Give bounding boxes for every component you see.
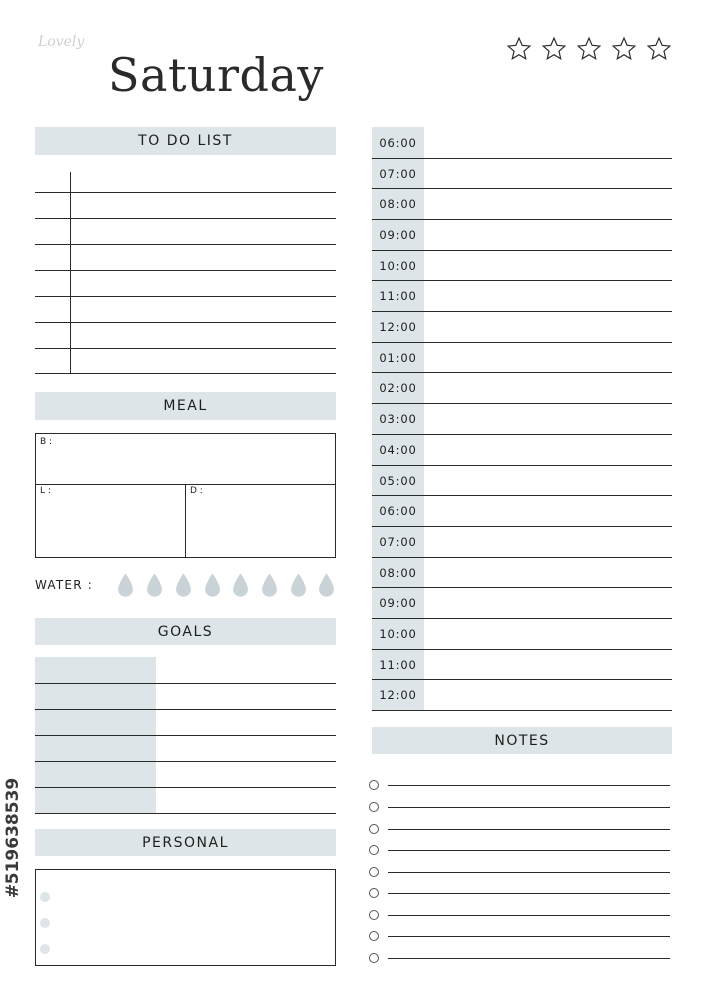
goals-heading: GOALS bbox=[35, 618, 336, 645]
hour-label: 10:00 bbox=[379, 258, 417, 273]
note-bullet[interactable] bbox=[369, 780, 379, 790]
lunch-box[interactable] bbox=[35, 484, 186, 558]
personal-box[interactable] bbox=[35, 869, 336, 966]
schedule-line[interactable] bbox=[372, 403, 672, 404]
todo-line[interactable] bbox=[35, 322, 336, 323]
hour-label: 11:00 bbox=[379, 657, 417, 672]
hour-label: 10:00 bbox=[379, 626, 417, 641]
todo-line[interactable] bbox=[35, 348, 336, 349]
personal-bullet bbox=[40, 944, 50, 954]
schedule-line[interactable] bbox=[372, 710, 672, 711]
water-drop-icon[interactable] bbox=[290, 572, 307, 598]
star-icon[interactable] bbox=[506, 36, 532, 62]
schedule-line[interactable] bbox=[372, 219, 672, 220]
rating-stars bbox=[506, 36, 674, 62]
hour-label: 08:00 bbox=[379, 565, 417, 580]
todo-line[interactable] bbox=[35, 244, 336, 245]
todo-heading: TO DO LIST bbox=[35, 127, 336, 155]
note-line[interactable] bbox=[388, 829, 670, 830]
schedule-line[interactable] bbox=[372, 495, 672, 496]
schedule-line[interactable] bbox=[372, 465, 672, 466]
hour-label: 05:00 bbox=[379, 473, 417, 488]
personal-bullet bbox=[40, 892, 50, 902]
watermark-id-text: 519638539 bbox=[3, 777, 23, 885]
note-bullet[interactable] bbox=[369, 867, 379, 877]
note-bullet[interactable] bbox=[369, 910, 379, 920]
schedule-line[interactable] bbox=[372, 372, 672, 373]
hour-label: 07:00 bbox=[379, 166, 417, 181]
note-bullet[interactable] bbox=[369, 802, 379, 812]
watermark-hash: # bbox=[3, 883, 23, 899]
note-line[interactable] bbox=[388, 936, 670, 937]
water-drop-icon[interactable] bbox=[146, 572, 163, 598]
hour-label: 06:00 bbox=[379, 503, 417, 518]
hour-label: 02:00 bbox=[379, 380, 417, 395]
hour-label: 09:00 bbox=[379, 595, 417, 610]
schedule-line[interactable] bbox=[372, 649, 672, 650]
star-icon[interactable] bbox=[576, 36, 602, 62]
star-icon[interactable] bbox=[541, 36, 567, 62]
hour-label: 12:00 bbox=[379, 687, 417, 702]
todo-line[interactable] bbox=[35, 218, 336, 219]
goal-line[interactable] bbox=[35, 735, 336, 736]
water-drop-icon[interactable] bbox=[117, 572, 134, 598]
todo-line[interactable] bbox=[35, 373, 336, 374]
note-bullet[interactable] bbox=[369, 931, 379, 941]
note-line[interactable] bbox=[388, 785, 670, 786]
schedule-line[interactable] bbox=[372, 557, 672, 558]
note-bullet[interactable] bbox=[369, 888, 379, 898]
personal-heading: PERSONAL bbox=[35, 829, 336, 856]
goal-line[interactable] bbox=[35, 683, 336, 684]
goal-line[interactable] bbox=[35, 813, 336, 814]
todo-line[interactable] bbox=[35, 270, 336, 271]
water-drop-icon[interactable] bbox=[261, 572, 278, 598]
water-drop-icon[interactable] bbox=[175, 572, 192, 598]
water-drop-icon[interactable] bbox=[318, 572, 335, 598]
personal-bullet bbox=[40, 918, 50, 928]
note-bullet[interactable] bbox=[369, 845, 379, 855]
goal-line[interactable] bbox=[35, 709, 336, 710]
note-line[interactable] bbox=[388, 807, 670, 808]
note-bullet[interactable] bbox=[369, 824, 379, 834]
hour-label: 04:00 bbox=[379, 442, 417, 457]
goal-line[interactable] bbox=[35, 761, 336, 762]
hour-label: 12:00 bbox=[379, 319, 417, 334]
notes-heading: NOTES bbox=[372, 727, 672, 754]
note-line[interactable] bbox=[388, 850, 670, 851]
schedule-line[interactable] bbox=[372, 158, 672, 159]
todo-line[interactable] bbox=[35, 296, 336, 297]
note-line[interactable] bbox=[388, 915, 670, 916]
schedule-line[interactable] bbox=[372, 526, 672, 527]
schedule-line[interactable] bbox=[372, 311, 672, 312]
water-drop-icon[interactable] bbox=[204, 572, 221, 598]
water-drop-icon[interactable] bbox=[232, 572, 249, 598]
dinner-box[interactable] bbox=[185, 484, 336, 558]
hour-label: 03:00 bbox=[379, 411, 417, 426]
header-eyebrow: Lovely bbox=[38, 34, 85, 50]
hour-label: 11:00 bbox=[379, 288, 417, 303]
schedule-line[interactable] bbox=[372, 188, 672, 189]
schedule-line[interactable] bbox=[372, 280, 672, 281]
hour-label: 06:00 bbox=[379, 135, 417, 150]
todo-line[interactable] bbox=[35, 192, 336, 193]
schedule-line[interactable] bbox=[372, 587, 672, 588]
note-line[interactable] bbox=[388, 872, 670, 873]
meal-heading: MEAL bbox=[35, 392, 336, 420]
page-title: Saturday bbox=[108, 48, 324, 102]
note-bullet[interactable] bbox=[369, 953, 379, 963]
note-line[interactable] bbox=[388, 893, 670, 894]
breakfast-box[interactable] bbox=[35, 433, 336, 485]
schedule-line[interactable] bbox=[372, 679, 672, 680]
hour-label: 07:00 bbox=[379, 534, 417, 549]
lunch-label: L : bbox=[40, 486, 51, 496]
hour-label: 09:00 bbox=[379, 227, 417, 242]
goal-line[interactable] bbox=[35, 787, 336, 788]
note-line[interactable] bbox=[388, 958, 670, 959]
todo-checkbox-column-divider bbox=[70, 172, 71, 374]
schedule-line[interactable] bbox=[372, 342, 672, 343]
dinner-label: D : bbox=[190, 486, 203, 496]
water-label: WATER : bbox=[35, 578, 93, 592]
star-icon[interactable] bbox=[646, 36, 672, 62]
watermark-id bbox=[3, 766, 28, 899]
star-icon[interactable] bbox=[611, 36, 637, 62]
hour-label: 08:00 bbox=[379, 196, 417, 211]
breakfast-label: B : bbox=[40, 437, 53, 447]
schedule-line[interactable] bbox=[372, 618, 672, 619]
hour-label: 01:00 bbox=[379, 350, 417, 365]
schedule-line[interactable] bbox=[372, 250, 672, 251]
schedule-line[interactable] bbox=[372, 434, 672, 435]
